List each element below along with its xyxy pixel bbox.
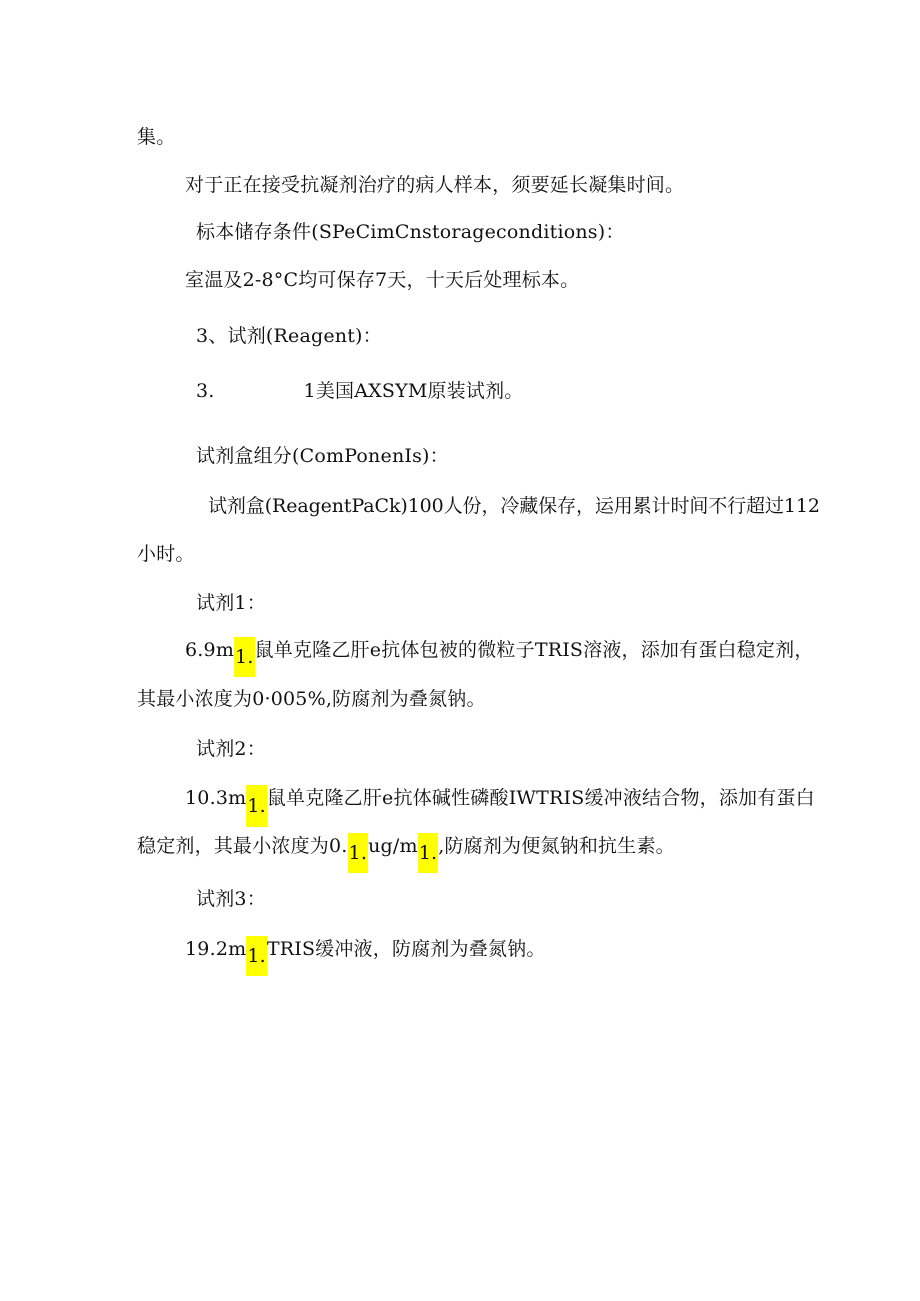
reagent3-description xyxy=(185,936,546,976)
paragraph-continuation xyxy=(137,124,175,150)
reagent3-text: TRIS缓冲液，防腐剂为叠氮钠。 xyxy=(266,938,546,960)
reagent2-heading-text: 试剂2： xyxy=(196,738,266,760)
reagent2-text-cont-b: ug/m xyxy=(368,835,418,857)
reagent1-description-cont xyxy=(137,686,486,712)
reagent1-text-cont: 其最小浓度为0·005%,防腐剂为叠氮钠。 xyxy=(137,688,486,710)
storage-conditions-text xyxy=(185,267,579,293)
reagent2-description xyxy=(185,785,815,827)
reagent2-description-cont xyxy=(137,833,675,873)
reagent3-volume: 19.2m xyxy=(185,938,247,960)
reagent1-text: 鼠单克隆乙肝e抗体包被的微粒子TRIS溶液，添加有蛋白稳定剂， xyxy=(254,639,814,661)
storage-text: 室温及2-8°C均可保存7天，十天后处理标本。 xyxy=(185,269,580,291)
highlight-mark: 1. xyxy=(234,637,255,677)
reagent2-text-cont-c: ,防腐剂为便氮钠和抗生素。 xyxy=(438,835,675,857)
reagent2-heading xyxy=(196,736,266,762)
reagent31-number: 3. xyxy=(196,380,215,402)
reagent-pack-text: 试剂盒(ReagentPaCk)100人份，冷藏保存，运用累计时间不行超过112 xyxy=(208,495,820,517)
reagent1-volume: 6.9m xyxy=(185,639,235,661)
reagent2-text-cont-a: 稳定剂，其最小浓度为0. xyxy=(137,835,348,857)
highlight-mark: 1. xyxy=(418,833,439,873)
continuation-text: 集。 xyxy=(137,126,176,148)
highlight-mark: 1. xyxy=(348,833,369,873)
highlight-mark: 1. xyxy=(246,936,267,976)
reagent-heading-text: 3、试剂(Reagent)： xyxy=(196,325,382,347)
reagent-pack-paragraph-end xyxy=(137,541,195,567)
components-heading-text: 试剂盒组分(ComPonenIs)： xyxy=(196,445,449,467)
storage-conditions-heading xyxy=(196,219,625,245)
storage-heading-text: 标本储存条件(SPeCimCnstorageconditions)： xyxy=(196,221,625,243)
highlight-mark: 1. xyxy=(246,785,267,827)
reagent-pack-paragraph xyxy=(208,493,820,519)
kit-components-heading xyxy=(196,443,449,469)
reagent-section-heading xyxy=(196,323,382,349)
reagent-pack-text-end: 小时。 xyxy=(137,543,195,565)
reagent1-description xyxy=(185,637,814,677)
reagent3-heading xyxy=(196,886,266,912)
reagent1-heading-text: 试剂1： xyxy=(196,592,266,614)
reagent31-text: 1美国AXSYM原装试剂。 xyxy=(303,380,524,402)
reagent2-text: 鼠单克隆乙肝e抗体碱性磷酸IWTRIS缓冲液结合物，添加有蛋白 xyxy=(266,787,815,809)
anticoagulant-note-text: 对于正在接受抗凝剂治疗的病人样本，须要延长凝集时间。 xyxy=(185,174,685,196)
reagent1-heading xyxy=(196,590,266,616)
paragraph-anticoagulant-note xyxy=(185,172,684,198)
reagent2-volume: 10.3m xyxy=(185,787,247,809)
reagent3-heading-text: 试剂3： xyxy=(196,888,266,910)
reagent-subsection-3-1 xyxy=(196,378,523,404)
